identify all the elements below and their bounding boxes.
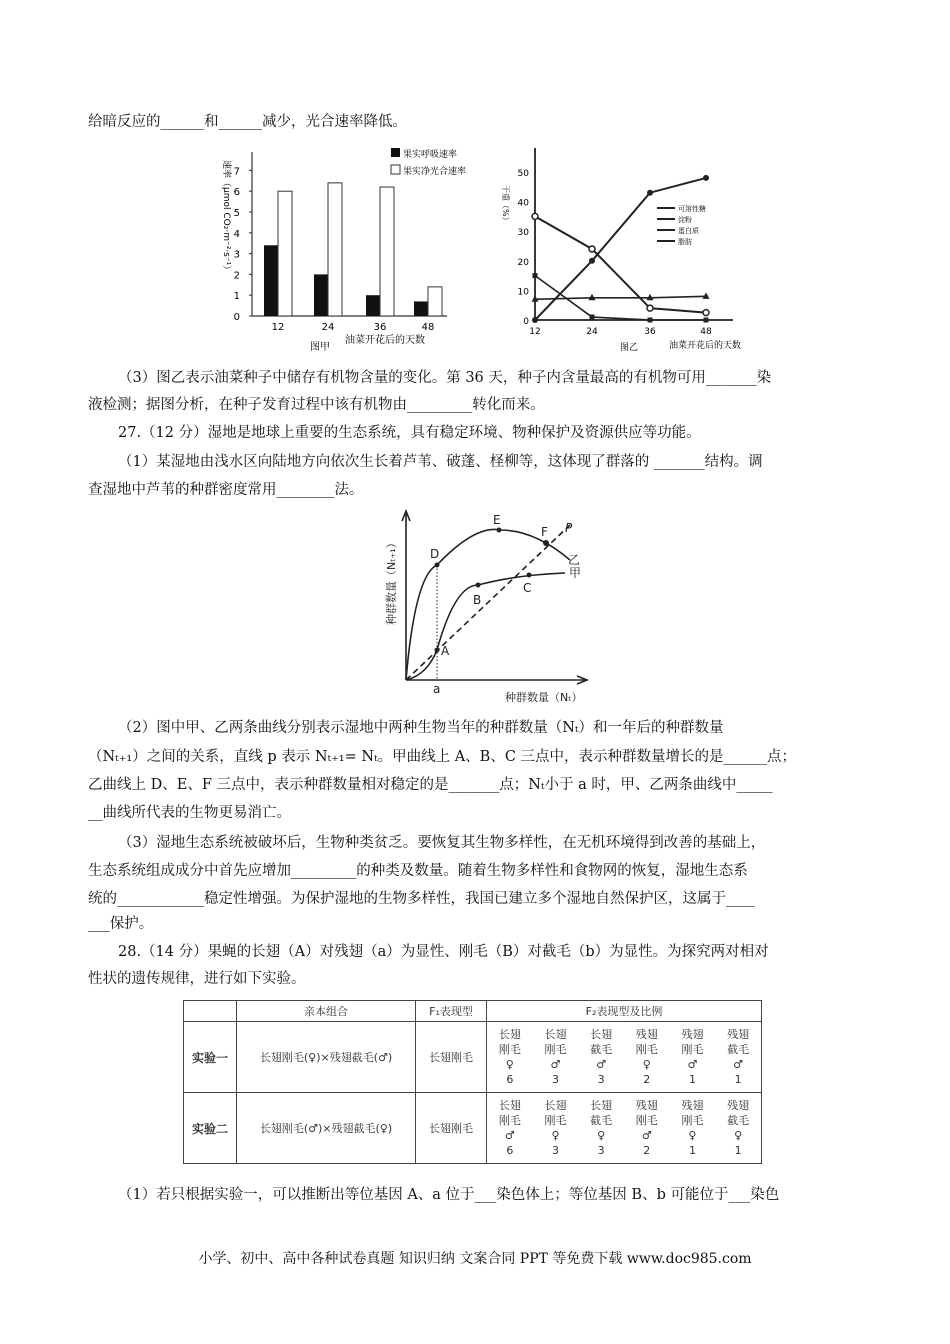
text-line: （3）图乙表示油菜种子中储存有机物含量的变化。第 36 天，种子内含量最高的有机物可用_______染	[118, 370, 772, 386]
text-line: ___保护。	[88, 916, 154, 932]
label-a: a	[433, 682, 441, 696]
series-line	[535, 296, 706, 299]
data-point	[590, 315, 595, 320]
text-line: 给暗反应的______和______减少，光合速率降低。	[88, 114, 407, 130]
f2-phenotype: 残翅 截毛 ♀ 1	[727, 1099, 750, 1157]
point-A: A	[441, 644, 450, 658]
x-tick-label: 36	[373, 322, 387, 333]
y-tick-label: 5	[233, 208, 240, 219]
y-tick-label: 4	[233, 228, 240, 240]
bar-respiration	[314, 274, 328, 316]
bar-respiration	[366, 295, 380, 316]
y-axis-label: 干重（%）	[501, 185, 510, 225]
bar-net-photosynthesis	[278, 191, 292, 316]
y-tick-label: 3	[233, 249, 240, 261]
text-line: （Nₜ₊₁）之间的关系，直线 p 表示 Nₜ₊₁= Nₜ。甲曲线上 A、B、C 三点中，表示种群数量增长的是______点；	[88, 749, 797, 765]
f2-phenotype: 长翅 刚毛 ♂ 3	[544, 1028, 567, 1086]
f2-phenotype: 残翅 刚毛 ♂ 1	[681, 1028, 704, 1086]
data-point	[532, 213, 538, 219]
figure-caption: 图乙	[620, 343, 639, 353]
point-C: C	[523, 581, 532, 595]
y-tick-label: 40	[517, 198, 529, 209]
f2-phenotype: 长翅 刚毛 ♂ 6	[498, 1099, 521, 1157]
legend-label: 果实净光合速率	[403, 167, 467, 177]
table-header: F₂表现型及比例	[487, 1001, 762, 1022]
y-tick-label: 20	[517, 257, 529, 268]
bar-respiration	[264, 245, 278, 316]
x-tick-label: 36	[644, 327, 656, 337]
text-line: 性状的遗传规律，进行如下实验。	[88, 971, 306, 987]
f1-cell: 长翅刚毛	[416, 1022, 487, 1093]
figure-caption: 图甲	[310, 342, 330, 353]
text-line: 液检测；据图分析，在种子发育过程中该有机物由_________转化而来。	[88, 397, 545, 413]
legend-swatch	[391, 148, 400, 157]
x-tick-label: 12	[271, 322, 285, 333]
y-tick-label: 2	[233, 270, 240, 282]
f2-phenotype: 长翅 刚毛 ♀ 3	[544, 1099, 567, 1157]
label-p: P	[565, 521, 573, 535]
point-F: F	[541, 525, 548, 539]
y-tick-label: 0	[233, 312, 240, 323]
bar-net-photosynthesis	[328, 183, 342, 316]
data-point	[647, 305, 653, 311]
table-row	[184, 1022, 762, 1093]
y-tick-label: 10	[517, 287, 529, 298]
f2-phenotype: 长翅 刚毛 ♀ 6	[498, 1028, 521, 1086]
text-line: 28.（14 分）果蝇的长翅（A）对残翅（a）为显性、刚毛（B）对截毛（b）为显性。为探究两对相对	[118, 944, 769, 960]
f1-cell: 长翅刚毛	[416, 1093, 487, 1164]
y-axis-label: 种群数量（Nₜ₊₁）	[385, 537, 398, 625]
data-point	[703, 292, 710, 299]
f2-phenotype: 长翅 截毛 ♂ 3	[590, 1028, 613, 1086]
legend-label: 淀粉	[678, 216, 692, 224]
f2-phenotype: 长翅 截毛 ♀ 3	[590, 1099, 613, 1157]
figure-yi-line-chart	[495, 140, 795, 355]
f2-cell	[487, 1098, 761, 1158]
point-E: E	[493, 513, 501, 527]
legend-label: 可溶性糖	[678, 205, 706, 213]
x-axis-label: 种群数量（Nₜ）	[505, 691, 583, 704]
x-tick-label: 48	[421, 322, 435, 333]
y-tick-label: 50	[517, 169, 529, 179]
table-header: F₁表现型	[416, 1001, 487, 1022]
table-header	[184, 1001, 237, 1022]
f2-phenotype: 残翅 刚毛 ♀ 1	[681, 1099, 704, 1157]
table-row	[184, 1093, 762, 1164]
label-yi: 乙	[568, 553, 581, 567]
f2-phenotype: 残翅 截毛 ♂ 1	[727, 1028, 750, 1086]
figure-population-curve	[375, 505, 615, 705]
text-line: 生态系统组成成分中首先应增加_________的种类及数量。随着生物多样性和食物网的恢复，湿地生态系	[88, 863, 748, 879]
data-point	[589, 246, 595, 252]
data-point	[589, 258, 595, 264]
data-point	[648, 318, 653, 323]
legend-label: 蛋白质	[678, 227, 699, 235]
data-point	[703, 175, 709, 181]
x-axis-label: 油菜开花后的天数	[668, 341, 742, 351]
point-D: D	[430, 547, 440, 561]
data-point	[647, 190, 653, 196]
x-tick-label: 24	[586, 327, 598, 337]
x-tick-label: 12	[529, 327, 541, 337]
cross-cell: 长翅刚毛(♂)×残翅截毛(♀)	[237, 1093, 416, 1164]
y-tick-label: 1	[233, 291, 240, 303]
f2-cell	[487, 1027, 761, 1087]
data-point	[533, 273, 538, 278]
f2-phenotype: 残翅 刚毛 ♂ 2	[635, 1099, 658, 1157]
x-tick-label: 24	[321, 322, 335, 333]
point-B: B	[473, 593, 482, 607]
y-tick-label: 7	[233, 166, 240, 178]
text-line: 统的____________稳定性增强。为保护湿地的生物多样性，我国已建立多个湿地自然保护区，这属于____	[88, 891, 755, 907]
text-line: 查湿地中芦苇的种群密度常用________法。	[88, 482, 364, 498]
x-tick-label: 48	[700, 327, 712, 337]
legend-label: 脂肪	[678, 238, 692, 246]
curve-jia	[406, 573, 565, 680]
bar-net-photosynthesis	[380, 187, 394, 316]
cross-cell: 长翅刚毛(♀)×残翅截毛(♂)	[237, 1022, 416, 1093]
data-point	[532, 317, 538, 323]
text-line: （1）某湿地由浅水区向陆地方向依次生长着芦苇、破蓬、柽柳等，这体现了群落的 _______结构。调	[118, 454, 763, 470]
page-footer: 小学、初中、高中各种试卷真题 知识归纳 文案合同 PPT 等免费下载 www.doc985.com	[198, 1251, 752, 1267]
bar-net-photosynthesis	[428, 287, 442, 316]
text-line: __曲线所代表的生物更易消亡。	[88, 805, 291, 821]
data-point	[704, 318, 709, 323]
text-line: （3）湿地生态系统被破坏后，生物种类贫乏。要恢复其生物多样性，在无机环境得到改善的基础上，	[118, 835, 766, 851]
row-label: 实验二	[184, 1093, 237, 1164]
text-line: （1）若只根据实验一，可以推断出等位基因 A、a 位于___染色体上；等位基因 B、b 可能位于___染色	[118, 1187, 780, 1203]
row-label: 实验一	[184, 1022, 237, 1093]
text-line: 27.（12 分）湿地是地球上重要的生态系统，具有稳定环境、物种保护及资源供应等功能。	[118, 425, 701, 441]
bar-respiration	[414, 301, 428, 316]
legend-label: 果实呼吸速率	[403, 150, 458, 160]
table-header: 亲本组合	[237, 1001, 416, 1022]
y-axis-label: 速率（μmol CO₂·m⁻²·s⁻¹）	[221, 160, 231, 275]
y-tick-label: 0	[523, 317, 529, 327]
legend-swatch	[391, 165, 400, 174]
text-line: 乙曲线上 D、E、F 三点中，表示种群数量相对稳定的是_______点；Nₜ小于 a 时，甲、乙两条曲线中_____	[88, 777, 773, 793]
experiment-table	[183, 1000, 762, 1164]
x-axis-label: 油菜开花后的天数	[345, 335, 425, 346]
text-line: （2）图中甲、乙两条曲线分别表示湿地中两种生物当年的种群数量（Nₜ）和一年后的种群数量	[118, 720, 724, 736]
y-tick-label: 6	[233, 187, 240, 199]
label-jia: 甲	[569, 566, 582, 580]
f2-phenotype: 残翅 刚毛 ♀ 2	[635, 1028, 658, 1086]
data-point	[703, 310, 709, 316]
figure-jia-bar-chart	[215, 140, 495, 355]
y-tick-label: 30	[517, 228, 529, 239]
